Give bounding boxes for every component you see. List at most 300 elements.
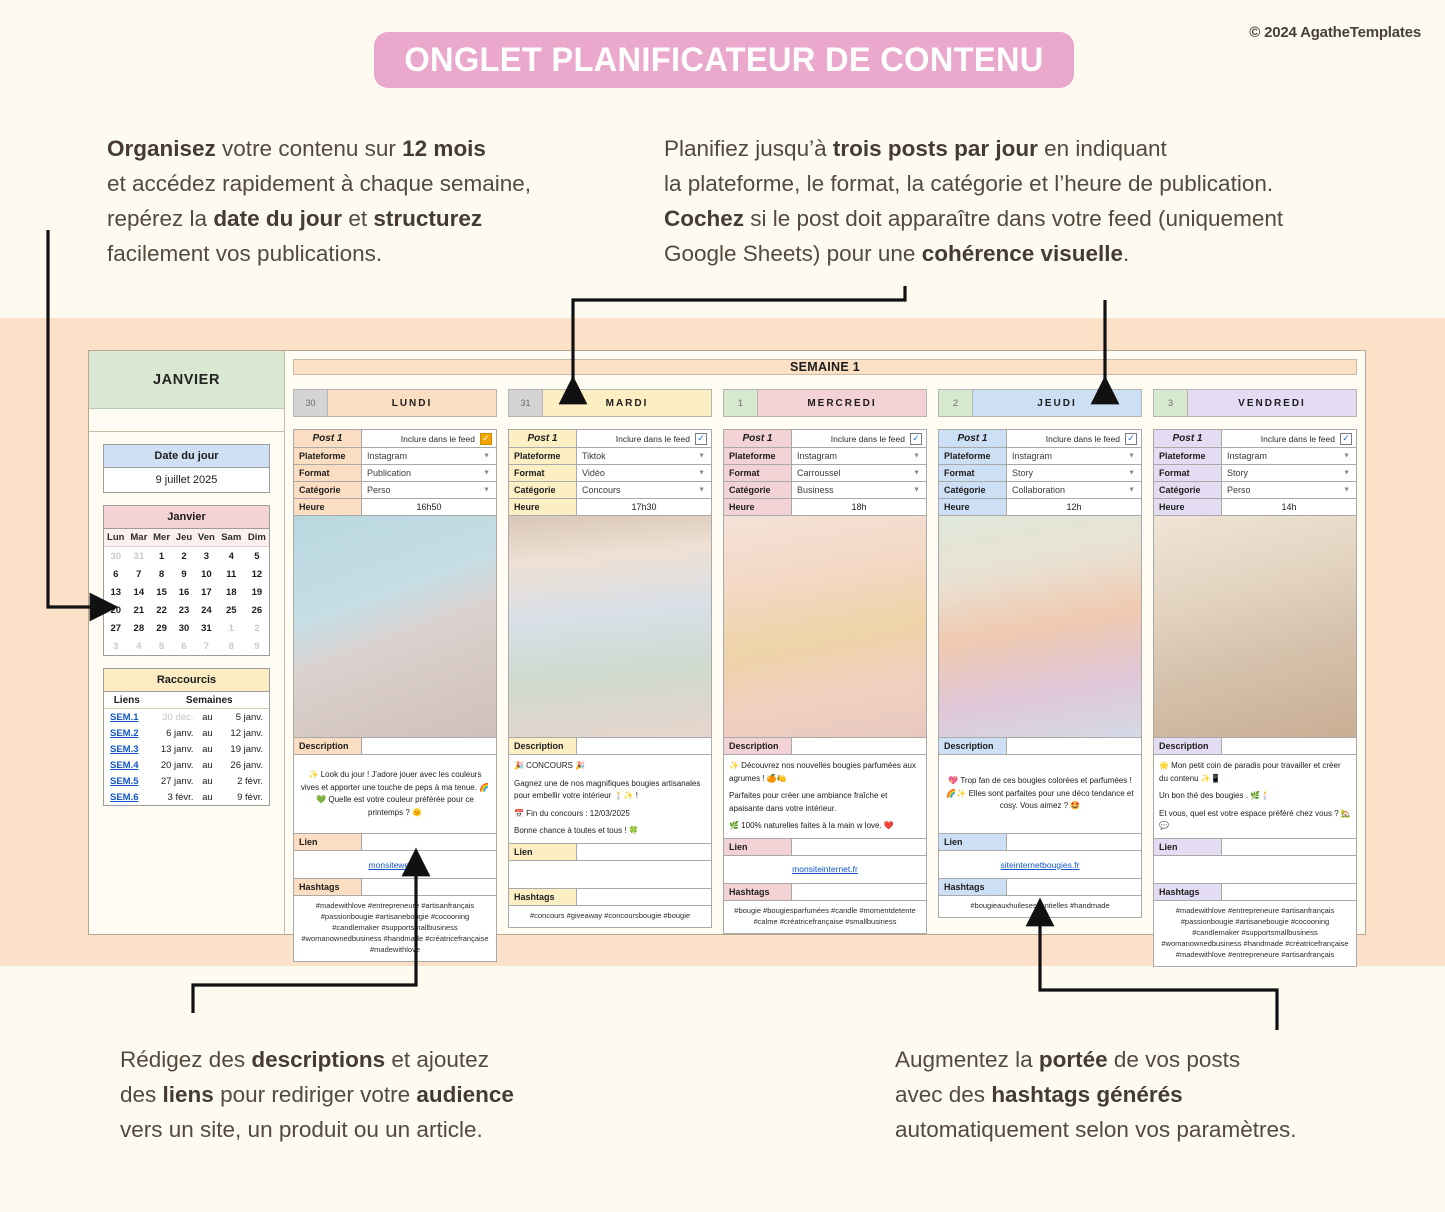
calendar-day-cell[interactable]: 5 [254, 550, 260, 562]
platform-row [509, 448, 711, 465]
format-value: Vidéo [582, 468, 605, 478]
shortcut-end: 2 févr. [237, 775, 263, 787]
description-text[interactable] [1154, 755, 1356, 838]
description-paragraph: Un bon thé des bougies . 🌿🕯️ [1159, 791, 1271, 800]
calendar-day-cell[interactable]: 21 [133, 604, 145, 616]
post-title-row [509, 430, 711, 448]
category-value: Business [797, 485, 834, 495]
feed-label: Inclure dans le feed [615, 433, 690, 444]
sidebar-spacer [89, 409, 284, 432]
link-row[interactable] [1154, 856, 1356, 884]
day-number: 3 [1154, 390, 1188, 416]
hashtags-label-row [939, 879, 1141, 896]
category-select[interactable] [1007, 482, 1141, 498]
description-text[interactable] [724, 755, 926, 838]
platform-label: Plateforme [1154, 448, 1222, 464]
calendar-day-cell[interactable]: 7 [203, 640, 210, 652]
planner-main [285, 351, 1365, 959]
day-column-mardi [508, 389, 712, 967]
link-label: Lien [939, 834, 1007, 850]
calendar-day-cell[interactable]: 1 [228, 622, 234, 634]
hashtags-label: Hashtags [939, 879, 1007, 895]
day-name: MERCREDI [758, 390, 926, 416]
format-label: Format [1154, 465, 1222, 481]
link-label: Lien [1154, 839, 1222, 855]
day-number: 30 [294, 390, 328, 416]
format-select[interactable] [1007, 465, 1141, 481]
chevron-down-icon[interactable]: ▼ [698, 452, 705, 460]
calendar-week-row [104, 637, 269, 655]
description-paragraph: Parfaites pour créer une ambiance fraîche et apaisante dans votre intérieur. [729, 791, 888, 813]
calendar-day-cell[interactable]: 6 [113, 568, 119, 580]
calendar-day-cell[interactable]: 3 [203, 550, 210, 562]
post-image[interactable] [724, 516, 926, 738]
calendar-week-row [104, 619, 269, 637]
link-label: Lien [294, 834, 362, 850]
month-header [89, 351, 284, 409]
description-label-row [724, 738, 926, 755]
platform-label: Plateforme [724, 448, 792, 464]
description-label-filler [1007, 738, 1141, 754]
format-select[interactable] [792, 465, 926, 481]
time-label: Heure [724, 499, 792, 515]
link-label-row [294, 834, 496, 851]
include-in-feed-checkbox[interactable]: ✓ [910, 433, 922, 445]
chevron-down-icon[interactable]: ▼ [1343, 469, 1350, 477]
platform-select[interactable] [577, 448, 711, 464]
time-value[interactable]: 17h30 [631, 502, 657, 512]
shortcut-end: 9 févr. [237, 791, 263, 803]
chevron-down-icon[interactable]: ▼ [913, 469, 920, 477]
link-label-row [939, 834, 1141, 851]
format-select[interactable] [1222, 465, 1356, 481]
chevron-down-icon[interactable]: ▼ [913, 452, 920, 460]
post-image[interactable] [939, 516, 1141, 738]
calendar-day-cell[interactable]: 29 [156, 622, 167, 634]
category-value: Perso [367, 485, 391, 495]
shortcut-start: 20 janv. [160, 759, 194, 771]
calendar-day-cell[interactable]: 4 [228, 550, 234, 562]
day-number: 31 [509, 390, 543, 416]
description-label: Description [939, 738, 1007, 754]
time-value[interactable]: 14h [1281, 502, 1297, 512]
feed-label: Inclure dans le feed [1045, 433, 1120, 444]
link-row[interactable] [939, 851, 1141, 879]
link-label-filler [792, 839, 926, 855]
description-paragraph: Et vous, quel est votre espace préféré chez vous ? 🏡💬 [1159, 808, 1351, 830]
post-link[interactable]: monsiteinternet.fr [792, 864, 858, 874]
description-label: Description [294, 738, 362, 754]
calendar-weekday-2: Mer [150, 529, 173, 547]
calendar-day-cell[interactable]: 28 [133, 622, 145, 634]
description-label-filler [792, 738, 926, 754]
include-in-feed-checkbox[interactable]: ✓ [695, 433, 707, 445]
category-row [1154, 482, 1356, 499]
time-value[interactable]: 12h [1066, 502, 1082, 512]
description-row [939, 755, 1141, 834]
chevron-down-icon[interactable]: ▼ [698, 486, 705, 494]
post-image[interactable] [1154, 516, 1356, 738]
day-number: 1 [724, 390, 758, 416]
calendar-day-cell[interactable]: 22 [156, 604, 167, 616]
category-select[interactable] [577, 482, 711, 498]
shortcut-start: 13 janv. [160, 743, 194, 755]
hashtags-text[interactable]: #bougieauxhuilesessentielles #handmade [970, 901, 1110, 910]
platform-row [294, 448, 496, 465]
description-label: Description [1154, 738, 1222, 754]
format-select[interactable] [577, 465, 711, 481]
today-box [103, 444, 270, 493]
chevron-down-icon[interactable]: ▼ [1343, 486, 1350, 494]
link-label-filler [1222, 839, 1356, 855]
link-label-row [1154, 839, 1356, 856]
shortcut-link[interactable]: SEM.5 [110, 775, 139, 787]
chevron-down-icon[interactable]: ▼ [1343, 452, 1350, 460]
calendar-day-cell[interactable]: 27 [110, 622, 122, 634]
week-bar [293, 359, 1357, 375]
calendar-day-cell[interactable]: 10 [201, 568, 212, 580]
callout-top-left: Organisez votre contenu sur 12 mois et accédez rapidement à chaque semaine, repérez la date du jour et structurez facilement vos publications. [107, 136, 532, 266]
description-text[interactable]: ✨ Look du jour ! J'adore jouer avec les couleurs vives et apporter une touche de peps à ma tenue. 🌈💚 Quelle est votre couleur préférée pour ce printemps ? 🌞 [300, 770, 490, 817]
include-in-feed-checkbox[interactable]: ✓ [1125, 433, 1137, 445]
calendar-day-cell[interactable]: 18 [225, 586, 237, 598]
calendar-weekday-5: Sam [218, 529, 245, 547]
today-value: 9 juillet 2025 [155, 474, 218, 486]
calendar-weekday-6: Dim [245, 529, 269, 547]
chevron-down-icon[interactable]: ▼ [913, 486, 920, 494]
feed-label: Inclure dans le feed [1260, 433, 1335, 444]
calendar-day-cell[interactable]: 17 [201, 586, 212, 598]
link-row[interactable] [724, 856, 926, 884]
hashtags-label: Hashtags [724, 884, 792, 900]
post-title-row [939, 430, 1141, 448]
description-label-row [294, 738, 496, 755]
sidebar [89, 351, 285, 934]
shortcut-sep: au [202, 743, 213, 755]
shortcuts-row[interactable] [104, 773, 269, 789]
hashtags-text[interactable]: #madewithlove #entrepreneure #artisanfrançais #passionbougie #artisanebougie #cocooning #candlemaker #supportsmallbusiness #womanownedbusiness #handmade #créatricefrançaise #madewithlove [301, 901, 489, 954]
shortcut-end: 26 janv. [230, 759, 263, 771]
calendar-day-cell[interactable]: 30 [110, 550, 122, 562]
time-label: Heure [939, 499, 1007, 515]
calendar-day-cell[interactable]: 30 [178, 622, 190, 634]
calendar-weekday-4: Ven [195, 529, 218, 547]
spreadsheet-container [88, 350, 1366, 959]
format-select[interactable] [362, 465, 496, 481]
calendar-week-row [104, 583, 269, 601]
post-number-label: Post 1 [724, 430, 792, 447]
description-label-row [1154, 738, 1356, 755]
description-label-filler [362, 738, 496, 754]
shortcut-start: 30 déc. [162, 711, 194, 723]
chevron-down-icon[interactable]: ▼ [483, 469, 490, 477]
format-value: Carroussel [797, 468, 841, 478]
calendar-week-row [104, 565, 269, 583]
description-label-filler [1222, 738, 1356, 754]
link-label-filler [362, 834, 496, 850]
category-label: Catégorie [1154, 482, 1222, 498]
shortcut-sep: au [202, 759, 213, 771]
hashtags-label-row [724, 884, 926, 901]
category-value: Concours [582, 485, 621, 495]
time-label: Heure [509, 499, 577, 515]
post-card [938, 429, 1142, 918]
description-text[interactable] [509, 755, 711, 843]
post-title-row [294, 430, 496, 448]
shortcut-end: 5 janv. [235, 711, 263, 723]
day-header [293, 389, 497, 417]
shortcut-link[interactable]: SEM.1 [110, 711, 139, 723]
calendar-weekday-0: Lun [104, 529, 127, 547]
post-image[interactable] [294, 516, 496, 738]
day-name: JEUDI [973, 390, 1141, 416]
calendar-day-cell[interactable]: 6 [181, 640, 187, 652]
category-label: Catégorie [939, 482, 1007, 498]
hashtags-label-filler [1222, 884, 1356, 900]
link-label-filler [1007, 834, 1141, 850]
hashtags-label-row [1154, 884, 1356, 901]
category-value: Collaboration [1012, 485, 1066, 495]
calendar-week-row [104, 601, 269, 619]
calendar-day-cell[interactable]: 9 [254, 640, 260, 652]
format-row [509, 465, 711, 482]
mini-calendar-title: Janvier [104, 506, 269, 529]
month-title: JANVIER [152, 371, 221, 388]
copyright-label: © 2024 AgatheTemplates [1249, 24, 1421, 41]
time-value[interactable]: 18h [851, 502, 867, 512]
week-label: SEMAINE 1 [789, 360, 861, 374]
link-label-row [509, 844, 711, 861]
day-header [723, 389, 927, 417]
category-label: Catégorie [724, 482, 792, 498]
chevron-down-icon[interactable]: ▼ [483, 452, 490, 460]
hashtags-label-row [509, 889, 711, 906]
format-row [939, 465, 1141, 482]
platform-label: Plateforme [294, 448, 362, 464]
post-number-label: Post 1 [939, 430, 1007, 447]
calendar-day-cell[interactable]: 2 [181, 550, 187, 562]
time-row [294, 499, 496, 516]
link-label: Lien [509, 844, 577, 860]
shortcuts-col-weeks: Semaines [185, 694, 233, 706]
shortcut-sep: au [202, 775, 213, 787]
feed-label: Inclure dans le feed [830, 433, 905, 444]
description-label-row [939, 738, 1141, 755]
platform-label: Plateforme [509, 448, 577, 464]
calendar-day-cell[interactable]: 7 [136, 568, 142, 580]
calendar-day-cell[interactable]: 19 [251, 586, 263, 598]
calendar-day-cell[interactable]: 31 [201, 622, 212, 634]
calendar-day-cell[interactable]: 16 [178, 586, 190, 598]
time-label: Heure [1154, 499, 1222, 515]
format-value: Story [1227, 468, 1249, 478]
shortcuts-header-row [104, 692, 269, 709]
include-in-feed-checkbox[interactable]: ✓ [480, 433, 492, 445]
callout-bottom-left: Rédigez des descriptions et ajoutez des liens pour rediriger votre audience vers un site, un produit ou un article. [120, 1047, 514, 1142]
post-title-row [1154, 430, 1356, 448]
chevron-down-icon[interactable]: ▼ [1128, 469, 1135, 477]
calendar-day-cell[interactable]: 26 [251, 604, 263, 616]
shortcut-sep: au [202, 711, 213, 723]
shortcut-link[interactable]: SEM.3 [110, 743, 139, 755]
calendar-day-cell[interactable]: 31 [133, 550, 145, 562]
format-label: Format [939, 465, 1007, 481]
chevron-down-icon[interactable]: ▼ [1128, 452, 1135, 460]
hashtags-label-filler [577, 889, 711, 905]
format-label: Format [724, 465, 792, 481]
shortcut-link[interactable]: SEM.6 [110, 791, 139, 803]
post-card [723, 429, 927, 934]
time-value[interactable]: 16h50 [416, 502, 442, 512]
format-label: Format [294, 465, 362, 481]
platform-select[interactable] [792, 448, 926, 464]
category-row [294, 482, 496, 499]
calendar-day-cell[interactable]: 23 [178, 604, 190, 616]
mini-calendar[interactable] [103, 505, 270, 656]
mini-calendar-body [104, 547, 269, 656]
day-name: LUNDI [328, 390, 496, 416]
description-row [509, 755, 711, 844]
calendar-day-cell[interactable]: 15 [156, 586, 167, 598]
today-header: Date du jour [104, 445, 269, 468]
link-row[interactable] [294, 851, 496, 879]
calendar-day-cell[interactable]: 5 [158, 640, 165, 652]
calendar-week-row [104, 547, 269, 566]
hashtags-label-filler [362, 879, 496, 895]
calendar-day-cell[interactable]: 13 [110, 586, 122, 598]
description-paragraph: Bonne chance à toutes et tous ! 🍀 [514, 826, 639, 835]
post-link[interactable]: monsiteweb.fr [368, 859, 422, 870]
shortcuts-table [104, 692, 269, 805]
calendar-day-cell[interactable]: 1 [158, 550, 165, 562]
hashtags-text[interactable]: #concours #giveaway #concoursbougie #bougie [529, 910, 691, 920]
description-row [1154, 755, 1356, 839]
day-column-lundi [293, 389, 497, 967]
hashtags-label-filler [792, 884, 926, 900]
link-label-row [724, 839, 926, 856]
link-row[interactable] [509, 861, 711, 889]
chevron-down-icon[interactable]: ▼ [698, 469, 705, 477]
chevron-down-icon[interactable]: ▼ [483, 486, 490, 494]
shortcuts-row[interactable] [104, 725, 269, 741]
shortcuts-row[interactable] [104, 709, 269, 726]
shortcut-start: 3 févr. [167, 791, 194, 803]
description-paragraph: 🌟 Mon petit coin de paradis pour travailler et créer du contenu ✨📱 [1159, 761, 1341, 783]
calendar-day-cell[interactable]: 25 [225, 604, 237, 616]
link-label-filler [577, 844, 711, 860]
calendar-day-cell[interactable]: 24 [201, 604, 212, 616]
category-row [509, 482, 711, 499]
format-row [294, 465, 496, 482]
calendar-day-cell[interactable]: 11 [226, 568, 237, 580]
hashtags-label: Hashtags [509, 889, 577, 905]
post-card [1153, 429, 1357, 967]
hashtags-label-row [294, 879, 496, 896]
include-in-feed-checkbox[interactable]: ✓ [1340, 433, 1352, 445]
day-name: MARDI [543, 390, 711, 416]
category-value: Perso [1227, 485, 1251, 495]
time-row [939, 499, 1141, 516]
shortcuts-row[interactable] [104, 789, 269, 805]
day-column-vendredi [1153, 389, 1357, 967]
calendar-day-cell[interactable]: 12 [251, 568, 263, 580]
calendar-day-cell[interactable]: 3 [113, 640, 119, 652]
day-column-jeudi [938, 389, 1142, 967]
mini-calendar-table [104, 529, 269, 655]
post-title-row [724, 430, 926, 448]
platform-select[interactable] [1222, 448, 1356, 464]
category-select[interactable] [362, 482, 496, 498]
category-select[interactable] [792, 482, 926, 498]
shortcuts-row[interactable] [104, 757, 269, 773]
platform-row [939, 448, 1141, 465]
day-number: 2 [939, 390, 973, 416]
shortcut-end: 12 janv. [230, 727, 263, 739]
description-label: Description [509, 738, 577, 754]
description-paragraph: ✨ Découvrez nos nouvelles bougies parfumées aux agrumes ! 🍊🍋 [729, 761, 916, 783]
category-label: Catégorie [509, 482, 577, 498]
day-columns [285, 375, 1365, 967]
shortcut-sep: au [202, 791, 213, 803]
calendar-day-cell[interactable]: 8 [158, 568, 165, 580]
chevron-down-icon[interactable]: ▼ [1128, 486, 1135, 494]
platform-row [1154, 448, 1356, 465]
platform-value: Instagram [1012, 451, 1053, 461]
time-row [724, 499, 926, 516]
callout-bottom-right: Augmentez la portée de vos posts avec des hashtags générés automatiquement selon vos paramètres. [895, 1047, 1297, 1142]
format-value: Publication [367, 468, 412, 478]
time-row [1154, 499, 1356, 516]
description-text[interactable]: 💖 Trop fan de ces bougies colorées et parfumées ! 🌈✨ Elles sont parfaites pour une déco tendance et cosy. Vous aimez ? 🤩 [946, 776, 1134, 811]
format-row [724, 465, 926, 482]
mini-calendar-weekday-row [104, 529, 269, 547]
calendar-day-cell[interactable]: 9 [181, 568, 187, 580]
category-select[interactable] [1222, 482, 1356, 498]
post-link[interactable]: siteinternetbougies.fr [1000, 859, 1080, 870]
format-row [1154, 465, 1356, 482]
day-name: VENDREDI [1188, 390, 1356, 416]
hashtags-text[interactable]: #madewithlove #entrepreneure #artisanfrançais #passionbougie #artisanebougie #cocooning #candlemaker #supportsmallbusiness #womanownedbusiness #handmade #créatricefrançaise #madewithlove #entrepreneure #artisanfrançais [1161, 905, 1349, 959]
shortcut-end: 19 janv. [230, 743, 263, 755]
shortcuts-box [103, 668, 270, 806]
calendar-day-cell[interactable]: 20 [110, 604, 122, 616]
platform-label: Plateforme [939, 448, 1007, 464]
hashtags-label-filler [1007, 879, 1141, 895]
shortcuts-title: Raccourcis [104, 669, 269, 692]
hashtags-text[interactable]: #bougie #bougiesparfumées #candle #momentdetente #calme #créatricefrançaise #smallbusiness [734, 905, 916, 926]
post-image[interactable] [509, 516, 711, 738]
shortcuts-row[interactable] [104, 741, 269, 757]
page-title-pill [374, 32, 1074, 88]
calendar-day-cell[interactable]: 8 [228, 640, 234, 652]
calendar-day-cell[interactable]: 14 [133, 586, 145, 598]
shortcut-link[interactable]: SEM.2 [110, 727, 139, 739]
platform-select[interactable] [1007, 448, 1141, 464]
platform-select[interactable] [362, 448, 496, 464]
format-value: Story [1012, 468, 1034, 478]
calendar-day-cell[interactable]: 4 [136, 640, 142, 652]
post-number-label: Post 1 [509, 430, 577, 447]
time-label: Heure [294, 499, 362, 515]
description-row [294, 755, 496, 834]
shortcuts-col-links: Liens [113, 694, 140, 706]
description-label: Description [724, 738, 792, 754]
feed-label: Inclure dans le feed [400, 433, 475, 444]
description-paragraph: Gagnez une de nos magnifiques bougies artisanales pour embellir votre intérieur 🕯️✨ ! [514, 778, 701, 800]
calendar-day-cell[interactable]: 2 [254, 622, 260, 634]
shortcut-start: 6 janv. [166, 727, 194, 739]
shortcut-link[interactable]: SEM.4 [110, 759, 139, 771]
